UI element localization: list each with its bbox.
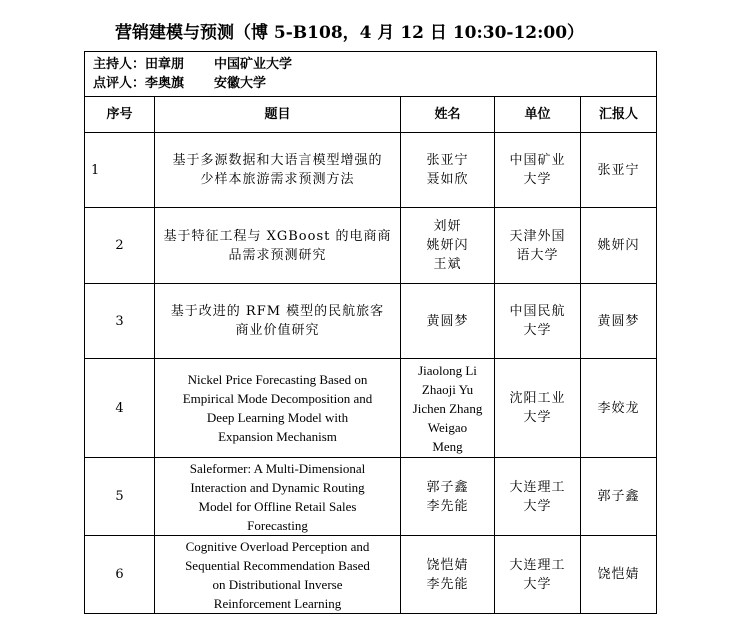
row-reporter: 饶恺婧 — [581, 536, 657, 614]
name-line: 聂如欣 — [426, 172, 469, 187]
topic-line: Forecasting — [247, 517, 308, 533]
name-line: 黄圆梦 — [426, 313, 469, 329]
topic-line: Expansion Mechanism — [218, 429, 337, 444]
row-reporter: 张亚宁 — [581, 133, 657, 208]
topic-line: 品需求预测研究 — [228, 247, 327, 263]
name-line: 张亚宁 — [426, 153, 469, 168]
unit-line: 中国民航 — [509, 304, 566, 319]
unit-line: 天津外国 — [509, 228, 566, 244]
topic-line: 商业价值研究 — [235, 323, 320, 338]
unit-line: 大学 — [523, 498, 552, 514]
name-line: 李先能 — [426, 576, 469, 592]
unit-line: 语大学 — [516, 247, 559, 263]
unit-line: 沈阳工业 — [509, 391, 566, 406]
topic-line: Deep Learning Model with — [206, 410, 349, 425]
row-unit — [495, 133, 581, 208]
reviewer-label: 点评人： — [93, 76, 146, 91]
row-number: 4 — [85, 359, 155, 458]
header-no: 序号 — [85, 97, 155, 133]
name-line: Jichen Zhang — [412, 400, 483, 416]
row-number: 3 — [85, 284, 155, 359]
table-row — [85, 359, 657, 458]
topic-line: 基于特征工程与 XGBoost 的电商商 — [163, 228, 392, 244]
row-number: 6 — [85, 536, 155, 614]
unit-line: 大学 — [523, 576, 552, 592]
topic-line: 基于多源数据和大语言模型增强的 — [172, 153, 383, 168]
name-line: 李先能 — [426, 498, 469, 514]
unit-line: 大学 — [523, 410, 552, 425]
row-topic — [155, 359, 401, 458]
header-row — [85, 97, 657, 133]
row-number: 2 — [85, 208, 155, 284]
row-names — [401, 359, 495, 458]
topic-line: 基于改进的 RFM 模型的民航旅客 — [170, 304, 385, 319]
row-names — [401, 536, 495, 614]
row-number: 5 — [85, 458, 155, 536]
name-line: 刘妍 — [433, 219, 462, 234]
name-line: Zhaoji Yu — [421, 381, 474, 397]
unit-line: 中国矿业 — [509, 153, 566, 168]
row-unit — [495, 359, 581, 458]
name-line: 王斌 — [433, 257, 462, 272]
session-table — [84, 51, 657, 614]
topic-line: Sequential Recommendation Based — [185, 557, 370, 573]
reviewer-name: 李奥旗 — [145, 76, 185, 91]
topic-line: Empirical Mode Decomposition and — [182, 391, 373, 406]
unit-line: 大学 — [523, 172, 552, 187]
topic-line: Model for Offline Retail Sales — [198, 498, 357, 514]
row-reporter: 郭子鑫 — [581, 458, 657, 536]
table-row — [85, 536, 657, 614]
table-row — [85, 458, 657, 536]
row-names — [401, 284, 495, 359]
host-line — [93, 55, 648, 74]
host-cell — [85, 52, 657, 97]
header-topic: 题目 — [155, 97, 401, 133]
row-reporter: 姚妍闪 — [581, 208, 657, 284]
row-topic — [155, 536, 401, 614]
unit-line: 大连理工 — [509, 479, 566, 495]
host-name: 田章朋 — [145, 57, 185, 72]
topic-line: on Distributional Inverse — [212, 576, 343, 592]
table-row — [85, 284, 657, 359]
name-line: Jiaolong Li — [418, 362, 477, 378]
row-unit — [495, 284, 581, 359]
table-row — [85, 208, 657, 284]
row-reporter: 李姣龙 — [581, 359, 657, 458]
row-topic — [155, 284, 401, 359]
header-name: 姓名 — [401, 97, 495, 133]
name-line: Meng — [432, 438, 463, 454]
name-line: 姚妍闪 — [426, 238, 469, 253]
row-names — [401, 133, 495, 208]
topic-line: Nickel Price Forecasting Based on — [187, 372, 368, 387]
row-topic — [155, 458, 401, 536]
host-org: 中国矿业大学 — [214, 57, 293, 72]
header-reporter: 汇报人 — [581, 97, 657, 133]
row-unit — [495, 536, 581, 614]
topic-line: Reinforcement Learning — [213, 595, 342, 611]
topic-line: Saleformer: A Multi-Dimensional — [189, 460, 366, 476]
reviewer-org: 安徽大学 — [214, 76, 267, 91]
topic-line: Interaction and Dynamic Routing — [190, 479, 365, 495]
row-names — [401, 458, 495, 536]
topic-line: Cognitive Overload Perception and — [185, 538, 370, 554]
row-unit — [495, 208, 581, 284]
row-number: 1 — [85, 133, 155, 208]
row-topic — [155, 208, 401, 284]
page-title: 营销建模与预测（博 5-B108，4 月 12 日 10:30-12:00） — [115, 23, 585, 43]
host-row — [85, 52, 657, 97]
row-unit — [495, 458, 581, 536]
name-line: 饶恺婧 — [426, 557, 469, 573]
name-line: 郭子鑫 — [426, 479, 469, 495]
reviewer-line — [93, 74, 648, 93]
row-reporter: 黄圆梦 — [581, 284, 657, 359]
name-line: Weigao — [427, 419, 468, 435]
header-unit: 单位 — [495, 97, 581, 133]
row-topic — [155, 133, 401, 208]
topic-line: 少样本旅游需求预测方法 — [200, 172, 355, 187]
unit-line: 大连理工 — [509, 557, 566, 573]
unit-line: 大学 — [523, 323, 552, 338]
row-names — [401, 208, 495, 284]
table-row — [85, 133, 657, 208]
host-label: 主持人： — [93, 57, 146, 72]
